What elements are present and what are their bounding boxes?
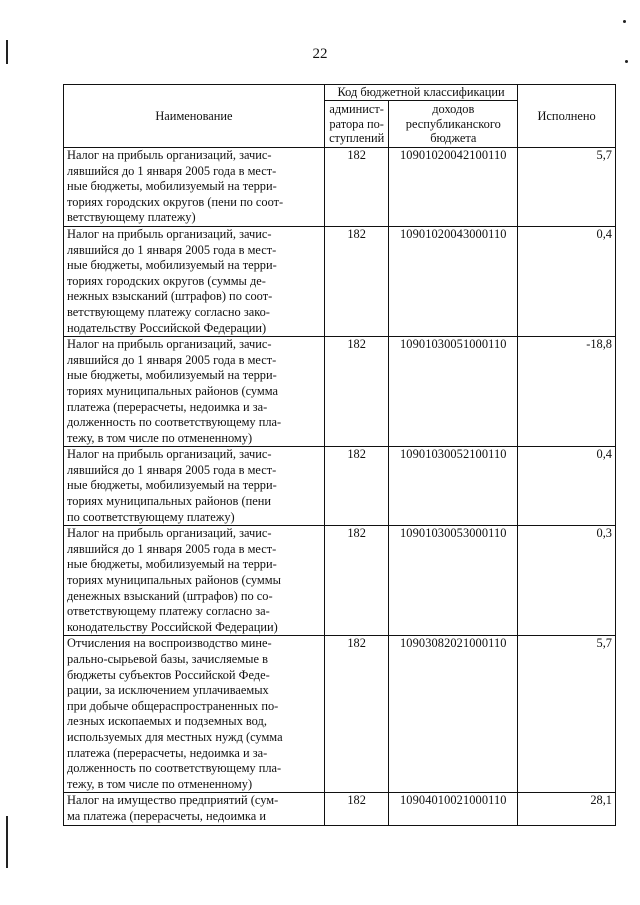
row-name-cell [64, 526, 325, 636]
row-executed-cell-text: 5,7 [596, 636, 612, 651]
row-administrator-cell-text: 182 [347, 148, 366, 162]
row-name-cell [64, 793, 325, 825]
row-income-code-cell-text: 10901030051000110 [400, 337, 507, 352]
table-row [64, 636, 616, 793]
row-administrator-cell [324, 636, 388, 793]
header-name-label: Наименование [155, 108, 233, 123]
row-administrator-cell-text: 182 [347, 793, 366, 808]
row-income-code-cell-text: 10904010021000110 [400, 793, 507, 808]
table-row [64, 148, 616, 227]
row-income-code-cell [389, 447, 518, 526]
row-executed-cell [518, 337, 616, 447]
header-income-label: доходов республиканского бюджета [405, 102, 501, 146]
table-row [64, 337, 616, 447]
table-row [64, 447, 616, 526]
row-income-code-cell-text: 10903082021000110 [400, 636, 507, 651]
row-income-code-cell [389, 793, 518, 825]
header-administrator-label: админист- ратора по- ступлений [329, 102, 385, 146]
row-income-code-cell [389, 148, 518, 227]
row-name-cell-text: Налог на прибыль организаций, зачис- лявшийся до 1 января 2005 года в мест- ные бюджеты, мобилизуемый на терри- ториях городских округов (пени по соот- ветствующему платежу) [67, 148, 284, 225]
header-name [64, 85, 325, 148]
row-income-code-cell [389, 636, 518, 793]
row-executed-cell-text: 5,7 [596, 148, 612, 162]
row-income-code-cell [389, 526, 518, 636]
row-administrator-cell [324, 793, 388, 825]
row-administrator-cell-text: 182 [347, 526, 366, 541]
page-number: 22 [312, 46, 328, 62]
row-name-cell-text: Налог на прибыль организаций, зачис- лявшийся до 1 января 2005 года в мест- ные бюджеты, мобилизуемый на терри- ториях городских округов (суммы де- нежных взысканий (штрафов) по соот- ветствующему платежу согласно зако- нодательству Российской Федерации) [67, 226, 277, 335]
row-executed-cell-text: 28,1 [590, 793, 612, 808]
header-executed [518, 85, 616, 148]
row-executed-cell-text: 0,4 [596, 226, 612, 241]
row-name-cell [64, 337, 325, 447]
row-name-cell-text: Налог на прибыль организаций, зачис- лявшийся до 1 января 2005 года в мест- ные бюджеты, мобилизуемый на терри- ториях муниципальных районов (суммы денежных взысканий (штрафов) по со- ответствующему платежу согласно за- конодательству Российской Федерации) [67, 526, 281, 634]
row-administrator-cell [324, 148, 388, 227]
header-budget-code-label: Код бюджетной классификации [337, 85, 505, 100]
row-administrator-cell-text: 182 [347, 226, 366, 241]
row-executed-cell-text: -18,8 [586, 337, 612, 352]
row-executed-cell [518, 636, 616, 793]
row-name-cell-text: Налог на прибыль организаций, зачис- лявшийся до 1 января 2005 года в мест- ные бюджеты, мобилизуемый на терри- ториях муниципальных районов (сумма платежа (перерасчеты, недоимка и за- долженность по соответствующему пла- тежу, в том числе по отмененному) [67, 337, 282, 445]
table-row [64, 226, 616, 336]
row-executed-cell [518, 526, 616, 636]
scan-dot-top-right [623, 20, 626, 23]
header-income [389, 101, 518, 148]
row-income-code-cell-text: 10901020042100110 [400, 148, 507, 162]
row-name-cell-text: Налог на имущество предприятий (сум- ма платежа (перерасчеты, недоимка и [67, 793, 279, 823]
row-executed-cell [518, 447, 616, 526]
row-administrator-cell-text: 182 [347, 337, 366, 352]
row-income-code-cell-text: 10901030052100110 [400, 447, 507, 462]
row-name-cell [64, 447, 325, 526]
row-executed-cell [518, 226, 616, 336]
header-executed-label: Исполнено [537, 108, 596, 123]
table-row [64, 526, 616, 636]
row-administrator-cell [324, 226, 388, 336]
row-administrator-cell-text: 182 [347, 636, 366, 651]
scan-edge-mark-left-bottom [6, 816, 8, 868]
table-row [64, 793, 616, 825]
row-administrator-cell [324, 447, 388, 526]
row-administrator-cell [324, 526, 388, 636]
header-row-top [64, 85, 616, 101]
row-administrator-cell [324, 337, 388, 447]
row-executed-cell-text: 0,4 [596, 447, 612, 462]
table-body [64, 148, 616, 826]
row-administrator-cell-text: 182 [347, 447, 366, 462]
row-name-cell-text: Отчисления на воспроизводство мине- рально-сырьевой базы, зачисляемые в бюджеты субъектов Российской Феде- рации, за исключением уплачиваемых при добыче общераспространенных по- лезных ископаемых и подземных вод, используемых для местных нужд (сумма платежа (перерасчеты, недоимка и за- долженность по соответствующему пла- тежу, в том числе по отмененному) [67, 636, 283, 791]
row-name-cell [64, 226, 325, 336]
row-income-code-cell-text: 10901020043000110 [400, 226, 507, 241]
header-budget-code-group [324, 85, 517, 101]
row-name-cell [64, 636, 325, 793]
row-executed-cell-text: 0,3 [596, 526, 612, 541]
budget-table [63, 84, 616, 826]
row-name-cell-text: Налог на прибыль организаций, зачис- лявшийся до 1 января 2005 года в мест- ные бюджеты, мобилизуемый на терри- ториях муниципальных районов (пени по соответствующему платежу) [67, 447, 277, 524]
row-income-code-cell-text: 10901030053000110 [400, 526, 507, 541]
row-executed-cell [518, 793, 616, 825]
row-income-code-cell [389, 337, 518, 447]
row-executed-cell [518, 148, 616, 227]
header-administrator [324, 101, 388, 148]
row-income-code-cell [389, 226, 518, 336]
row-name-cell [64, 148, 325, 227]
